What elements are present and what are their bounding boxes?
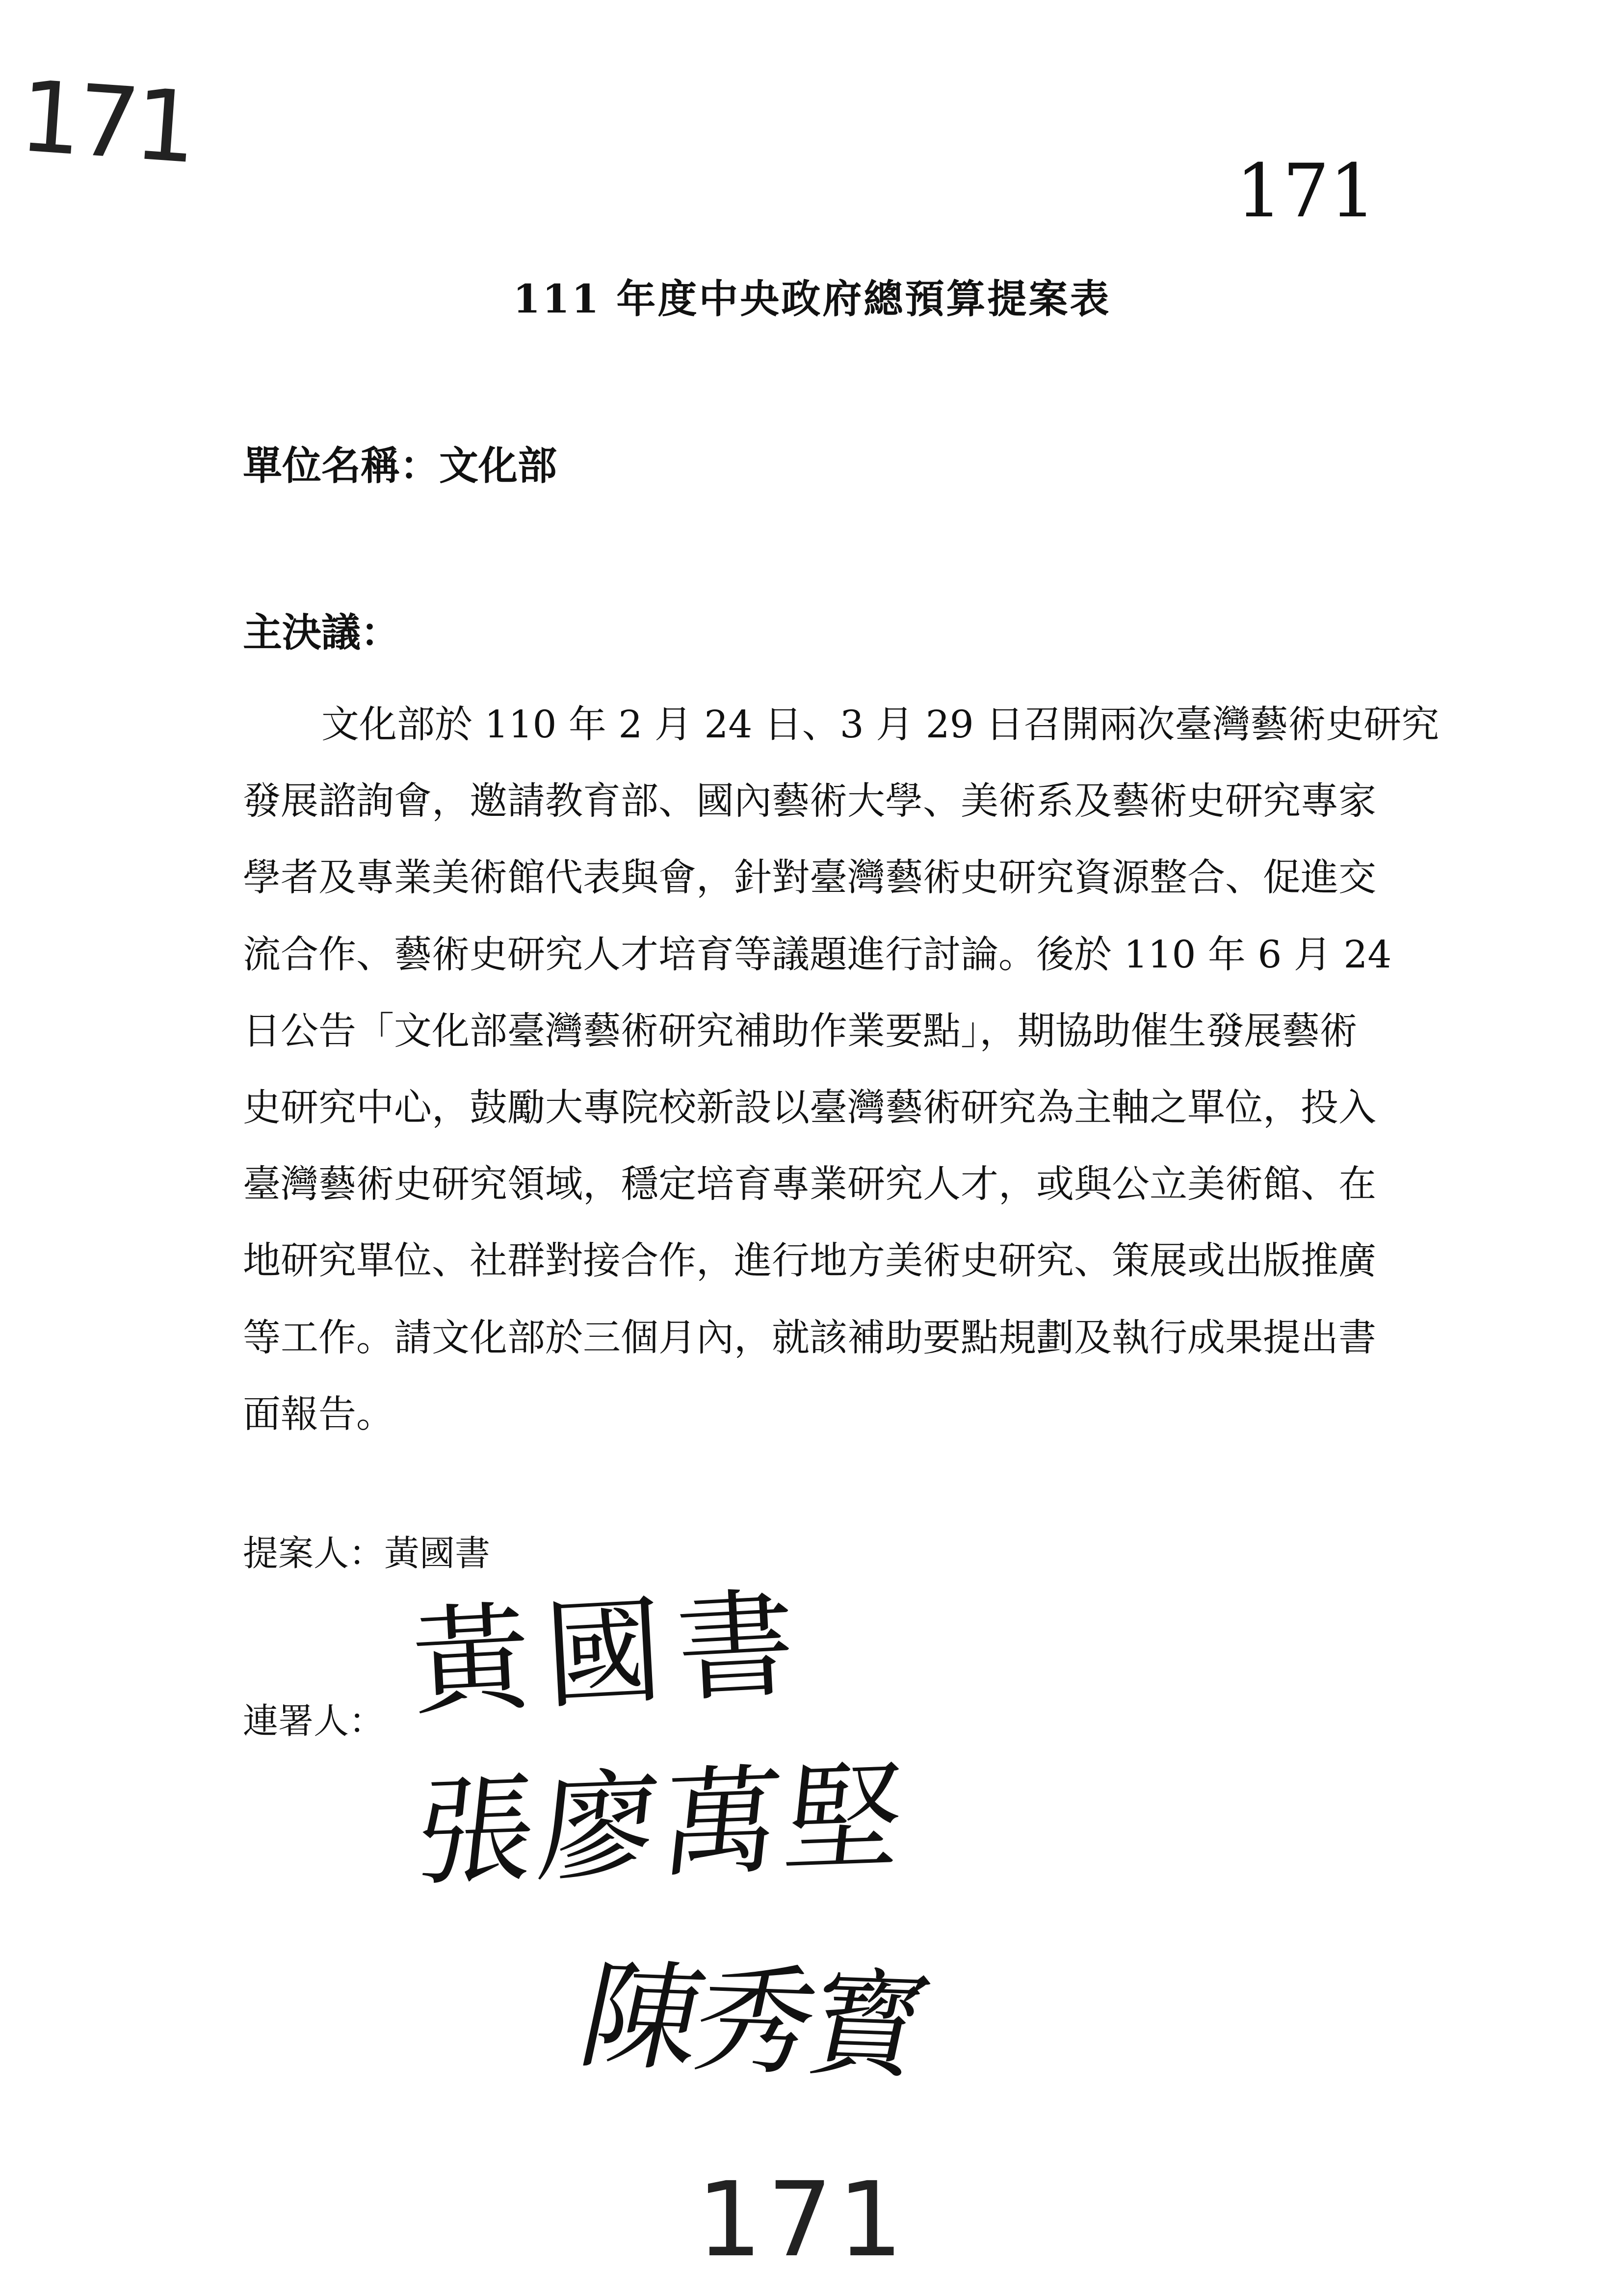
- document-title: 111 年度中央政府總預算提案表: [513, 276, 1111, 322]
- unit-name: 文化部: [439, 443, 557, 489]
- body-line: 發展諮詢會，邀請教育部、國內藝術大學、美術系及藝術史研究專家: [243, 780, 1376, 824]
- proposer-label: 提案人：: [243, 1533, 385, 1574]
- body-line: 面報告。: [243, 1392, 394, 1436]
- body-line: 文化部於 110 年 2 月 24 日、3 月 29 日召開兩次臺灣藝術史研究: [321, 703, 1440, 747]
- body-line: 學者及專業美術館代表與會，針對臺灣藝術史研究資源整合、促進交: [243, 856, 1376, 900]
- body-line: 等工作。請文化部於三個月內，就該補助要點規劃及執行成果提出書: [243, 1316, 1376, 1360]
- proposer-line: [243, 1525, 490, 1576]
- body-line: 史研究中心，鼓勵大專院校新設以臺灣藝術研究為主軸之單位，投入: [243, 1086, 1376, 1130]
- signature-huang-kuo-shu: 黃國書: [409, 1574, 813, 1733]
- body-line: 日公告「文化部臺灣藝術研究補助作業要點」，期協助催生發展藝術: [243, 1009, 1358, 1053]
- unit-name-line: [243, 434, 557, 491]
- signature-chen-hsiu-pao: 陳秀寳: [569, 1947, 937, 2096]
- unit-label: 單位名稱：: [243, 443, 439, 489]
- handwritten-footer-number: 171: [697, 2160, 908, 2280]
- cosigner-label: 連署人：: [243, 1700, 385, 1742]
- signature-chang-liao-wan-chien: 張廖萬堅: [410, 1747, 915, 1903]
- resolution-body: [243, 687, 1440, 1453]
- proposer-name: 黃國書: [384, 1533, 491, 1574]
- handwritten-page-number: 171: [16, 59, 196, 185]
- body-line: 臺灣藝術史研究領域，穩定培育專業研究人才，或與公立美術館、在: [243, 1163, 1376, 1207]
- page-number: 171: [1235, 149, 1376, 234]
- resolution-label: 主決議：: [243, 609, 400, 655]
- body-line: 流合作、藝術史研究人才培育等議題進行討論。後於 110 年 6 月 24: [243, 933, 1392, 977]
- body-line: 地研究單位、社群對接合作，進行地方美術史研究、策展或出版推廣: [243, 1239, 1376, 1283]
